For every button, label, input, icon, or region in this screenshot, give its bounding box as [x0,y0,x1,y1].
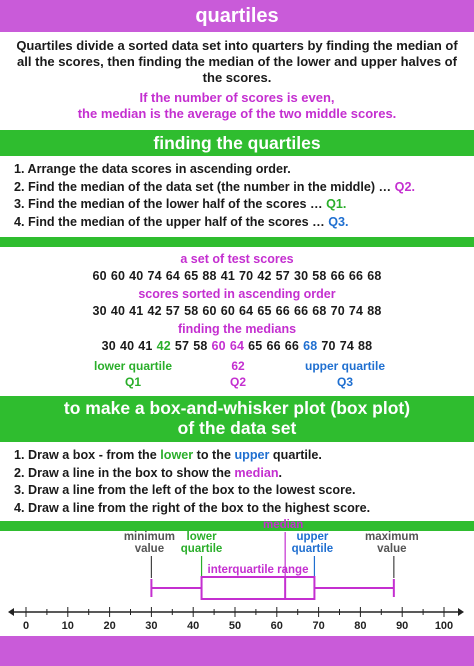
step-text: 3. Draw a line from the left of the box to the lowest score. [14,483,356,497]
score-value: 66 [275,304,290,318]
median-plot-label: median [263,519,304,531]
intro-text: Quartiles divide a sorted data set into quarters by finding the median of all the scores, then finding the median of the lower and upper halves of the scores. [16,38,458,85]
score-value: 60 [220,304,235,318]
median-word: median [234,465,279,480]
boxplot-step-4 [14,500,474,518]
step-text: 1. Draw a box - from the [14,448,161,462]
score-value: 66 [293,304,309,318]
q1-tag: Q1. [326,197,347,211]
step-text: 4. Find the median of the upper half of the scores … [14,214,325,229]
finding-step-2 [14,179,474,197]
step-text: . [278,465,283,480]
finding-step-3 [14,196,474,214]
score-value: 64 [165,269,181,283]
step-text: 2. Draw a line in the box to show the [14,465,235,480]
arrow-right-icon [458,608,464,616]
score-value: 74 [339,339,355,353]
boxplot-steps [0,442,474,517]
score-value: 58 [184,304,199,318]
axis-tick-label: 40 [187,620,200,632]
score-value: 70 [330,304,345,318]
set-values-row [0,267,474,286]
score-value: 64 [229,339,245,353]
score-value: 60 [92,269,107,283]
finding-step-1 [14,161,474,179]
page-title: quartiles [0,0,474,32]
finding-step-4 [14,214,474,232]
step-text: 4. Draw a line from the right of the box to the highest score. [14,500,371,515]
score-value: 40 [110,304,126,318]
axis-tick-label: 20 [103,620,116,632]
step-text: quartile. [269,448,322,462]
upper-quartile-plot-label: upper [296,531,329,543]
score-value: 41 [138,339,153,353]
boxplot-step-3 [14,482,474,500]
axis-tick-label: 60 [270,620,283,632]
score-value: 68 [367,269,382,283]
axis-tick-label: 10 [61,620,74,632]
q2-tag: Q2. [394,179,415,194]
q1-label: Q1 [124,375,141,389]
step-text: 1. Arrange the data scores in ascending order. [14,162,291,176]
lower-quartile-text: lower quartile [93,359,173,373]
score-value: 42 [257,269,272,283]
axis-tick-label: 0 [22,620,30,632]
score-value: 66 [284,339,300,353]
score-value: 42 [156,339,171,353]
upper-quartile-text: upper quartile [304,359,385,373]
median-value: 62 [231,359,245,373]
q3-label: Q3 [336,375,353,389]
maximum-value-label: value [377,543,407,555]
q3-tag: Q3. [328,214,349,229]
score-value: 30 [101,339,116,353]
axis-tick-label: 100 [434,620,454,632]
score-value: 74 [348,304,364,318]
lower-word: lower [160,448,194,462]
score-value: 66 [348,269,364,283]
boxplot-step-1 [14,447,474,465]
minimum-value-label: value [134,543,165,555]
score-value: 57 [165,304,181,318]
axis-tick-label: 90 [396,620,409,632]
score-value: 57 [275,269,290,283]
score-value: 88 [367,304,382,318]
axis-tick-label: 70 [312,620,325,632]
score-value: 68 [303,339,318,353]
sorted-values-row [0,302,474,321]
footer-band [0,636,474,666]
upper-word: upper [234,448,270,462]
score-value: 60 [110,269,126,283]
score-value: 65 [257,304,272,318]
score-value: 66 [330,269,345,283]
q2-label: Q2 [229,375,246,389]
finding-quartiles-heading: finding the quartiles [0,130,474,156]
medians-values-row [0,337,474,356]
divider-band [0,237,474,247]
axis-tick-label: 30 [145,620,158,632]
score-value: 58 [312,269,327,283]
minimum-value-label: minimum [123,531,175,543]
iqr-box [202,577,315,599]
maximum-value-label: maximum [364,531,419,543]
lower-quartile-plot-label: quartile [180,543,223,555]
score-value: 68 [312,304,327,318]
score-value: 58 [193,339,208,353]
score-value: 41 [220,269,235,283]
score-value: 88 [202,269,217,283]
score-value: 30 [92,304,107,318]
lower-quartile-label [78,358,188,390]
example-section [0,251,474,392]
score-value: 60 [211,339,226,353]
even-note-line1: If the number of scores is even, [139,90,335,105]
axis-tick-label: 50 [228,620,242,632]
even-note [0,86,474,122]
score-value: 40 [129,269,144,283]
median-label [208,358,268,390]
boxplot-heading-line1: to make a box-and-whisker plot (box plot) [63,398,411,418]
score-value: 70 [239,269,254,283]
step-text: 3. Find the median of the lower half of the scores … [14,197,323,211]
score-value: 65 [248,339,263,353]
step-text: 2. Find the median of the data set (the number in the middle) … [14,179,392,194]
boxplot-heading [0,396,474,442]
even-note-line2: the median is the average of the two middle scores. [77,106,397,121]
score-value: 42 [147,304,162,318]
score-value: 66 [266,339,281,353]
score-value: 65 [184,269,199,283]
quartile-labels [0,356,474,392]
lower-quartile-plot-label: lower [186,531,217,543]
medians-label: finding the medians [177,322,297,336]
finding-steps [0,156,474,231]
upper-quartile-plot-label: quartile [291,543,334,555]
interquartile-range-label: interquartile range [207,564,309,576]
score-value: 60 [202,304,217,318]
boxplot-step-2 [14,465,474,483]
score-value: 30 [293,269,309,283]
score-value: 40 [119,339,135,353]
step-text: to the [193,448,235,462]
sorted-label: scores sorted in ascending order [138,287,336,301]
score-value: 70 [321,339,336,353]
score-value: 74 [147,269,162,283]
upper-quartile-label [290,358,400,390]
boxplot-heading-line2: of the data set [177,418,297,438]
set-label: a set of test scores [180,252,294,266]
score-value: 57 [174,339,190,353]
score-value: 41 [129,304,144,318]
arrow-left-icon [8,608,14,616]
box-plot-diagram [0,518,474,636]
score-value: 88 [358,339,373,353]
axis-tick-label: 80 [354,620,367,632]
score-value: 64 [239,304,254,318]
